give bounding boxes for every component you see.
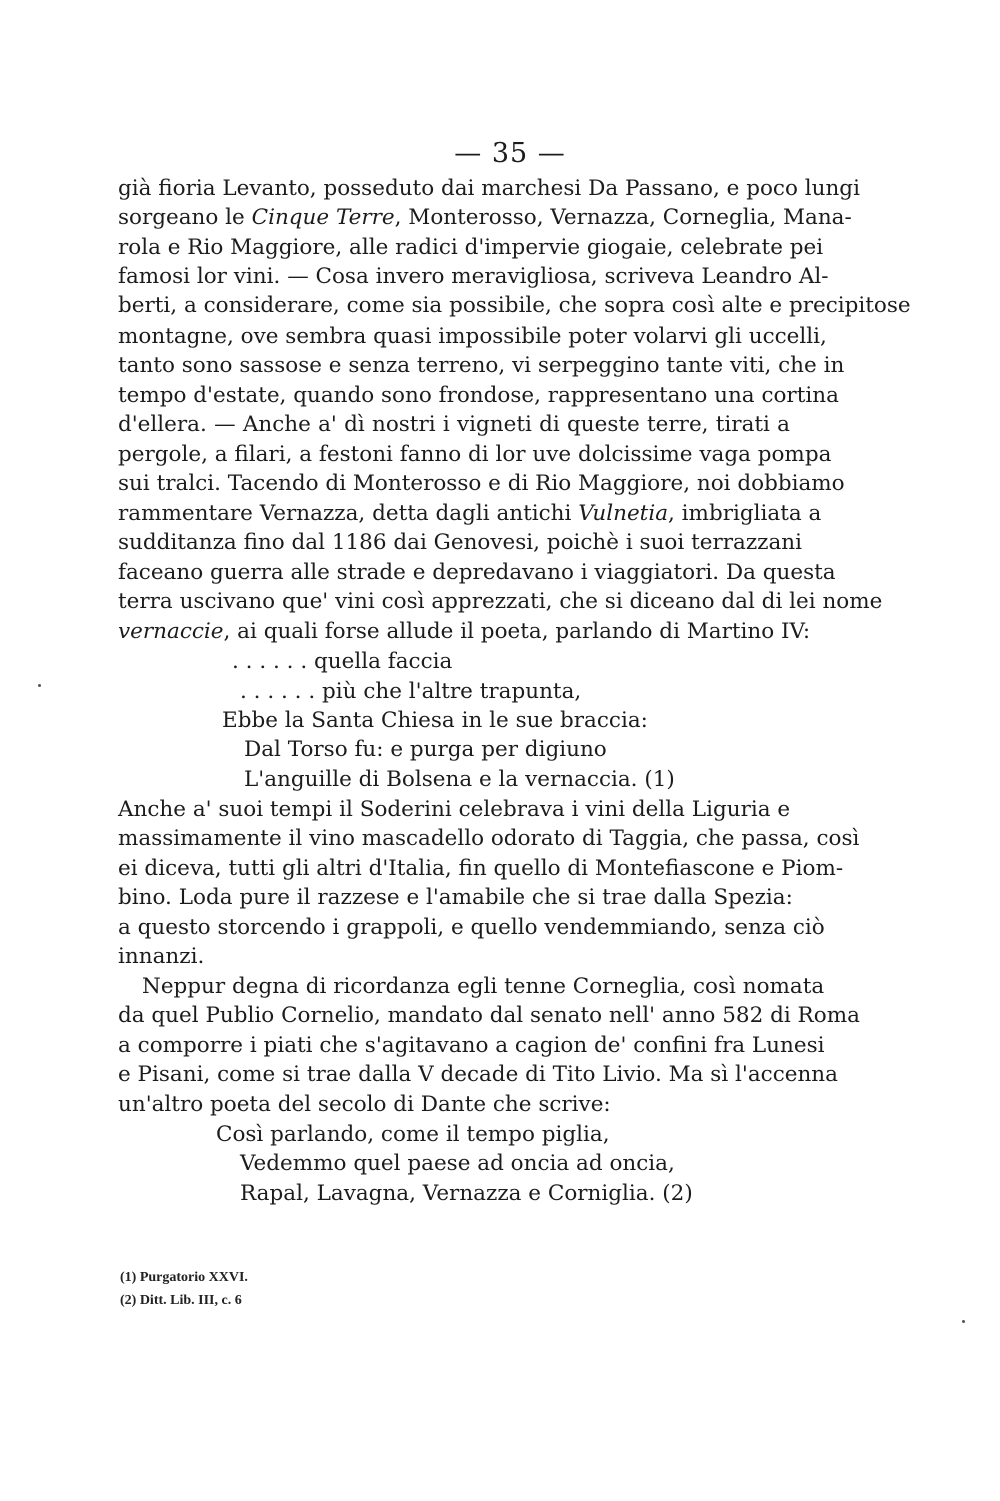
text-line: a questo storcendo i grappoli, e quello vendemmiando, senza ciò: [118, 915, 825, 940]
text-line: e Pisani, come si trae dalla V decade di Tito Livio. Ma sì l'accenna: [118, 1062, 838, 1087]
text-line: Vedemmo quel paese ad oncia ad oncia,: [240, 1151, 675, 1176]
text-line: tempo d'estate, quando sono frondose, rappresentano una cortina: [118, 383, 839, 408]
margin-speck: [962, 1320, 965, 1323]
text-line: . . . . . . quella faccia: [232, 649, 453, 674]
text-line: ei diceva, tutti gli altri d'Italia, fin quello di Montefiascone e Piom-: [118, 856, 844, 881]
text-line: massimamente il vino mascadello odorato di Taggia, che passa, così: [118, 826, 860, 851]
text-line: Neppur degna di ricordanza egli tenne Corneglia, così nomata: [142, 974, 825, 999]
text-line: bino. Loda pure il razzese e l'amabile che si trae dalla Spezia:: [118, 885, 793, 910]
footnote-2: (2) Ditt. Lib. III, c. 6: [120, 1293, 242, 1308]
text-line: sudditanza fino dal 1186 dai Genovesi, poichè i suoi terrazzani: [118, 530, 803, 555]
text-line: faceano guerra alle strade e depredavano i viaggiatori. Da questa: [118, 560, 836, 585]
text-line: già fioria Levanto, posseduto dai marchesi Da Passano, e poco lungi: [118, 176, 860, 201]
text-line: montagne, ove sembra quasi impossibile poter volarvi gli uccelli,: [118, 324, 827, 349]
text-line: Così parlando, come il tempo piglia,: [216, 1122, 610, 1147]
text-line: berti, a considerare, come sia possibile, che sopra così alte e precipitose: [118, 293, 911, 318]
text-line: a comporre i piati che s'agitavano a cagion de' confini fra Lunesi: [118, 1033, 825, 1058]
text-line: sui tralci. Tacendo di Monterosso e di Rio Maggiore, noi dobbiamo: [118, 471, 845, 496]
footnote-1: (1) Purgatorio XXVI.: [120, 1270, 248, 1285]
text-line: d'ellera. — Anche a' dì nostri i vigneti di queste terre, tirati a: [118, 412, 790, 437]
margin-speck: [38, 684, 41, 687]
text-line: tanto sono sassose e senza terreno, vi serpeggino tante viti, che in: [118, 353, 845, 378]
text-line: pergole, a filari, a festoni fanno di lor uve dolcissime vaga pompa: [118, 442, 832, 467]
text-line: Rapal, Lavagna, Vernazza e Corniglia. (2): [240, 1181, 693, 1206]
text-line: vernaccie, ai quali forse allude il poeta, parlando di Martino IV:: [118, 619, 811, 644]
text-line: L'anguille di Bolsena e la vernaccia. (1): [244, 767, 675, 792]
text-line: un'altro poeta del secolo di Dante che scrive:: [118, 1092, 611, 1117]
page-number: — 35 —: [454, 138, 566, 169]
text-line: rammentare Vernazza, detta dagli antichi Vulnetia, imbrigliata a: [118, 501, 822, 526]
text-line: . . . . . . più che l'altre trapunta,: [240, 679, 582, 704]
text-line: da quel Publio Cornelio, mandato dal senato nell' anno 582 di Roma: [118, 1003, 860, 1028]
text-line: terra uscivano que' vini così apprezzati, che si diceano dal di lei nome: [118, 589, 883, 614]
text-line: innanzi.: [118, 944, 205, 969]
text-line: rola e Rio Maggiore, alle radici d'impervie giogaie, celebrate pei: [118, 235, 824, 260]
text-line: Dal Torso fu: e purga per digiuno: [244, 737, 607, 762]
text-line: Anche a' suoi tempi il Soderini celebrava i vini della Liguria e: [118, 797, 791, 822]
text-line: famosi lor vini. — Cosa invero meravigliosa, scriveva Leandro Al-: [118, 264, 829, 289]
text-line: sorgeano le Cinque Terre, Monterosso, Vernazza, Corneglia, Mana-: [118, 205, 852, 230]
text-line: Ebbe la Santa Chiesa in le sue braccia:: [222, 708, 648, 733]
